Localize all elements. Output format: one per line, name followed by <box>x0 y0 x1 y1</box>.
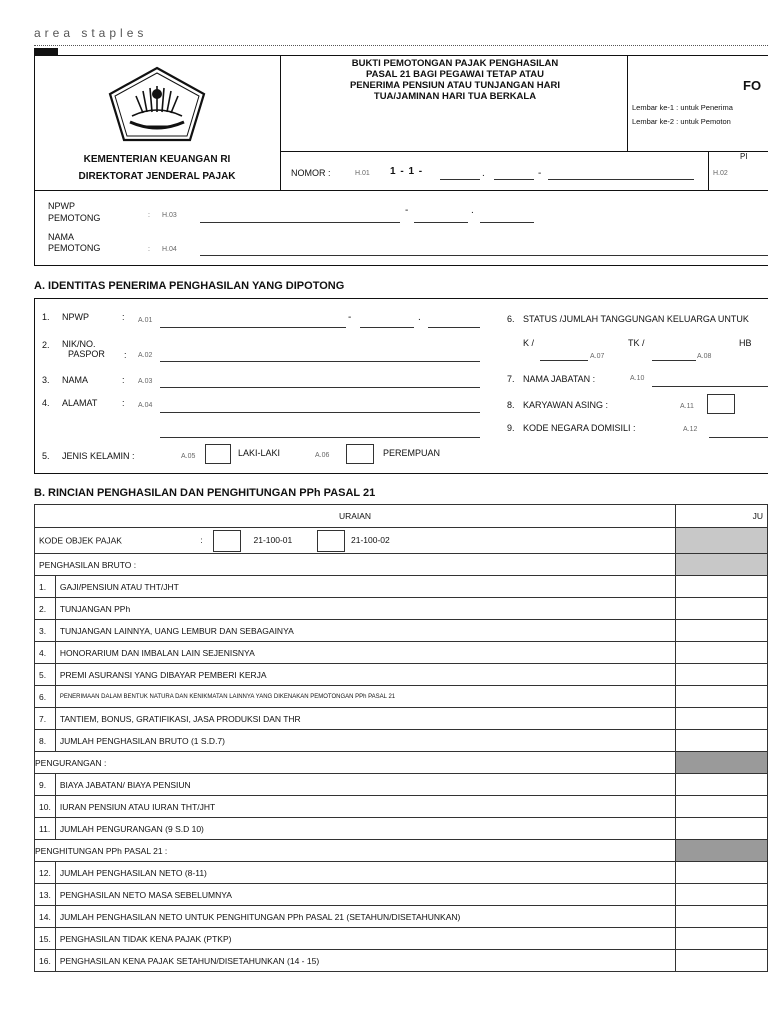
colon: : <box>148 212 150 219</box>
row-label: PREMI ASURANSI YANG DIBAYAR PEMBERI KERJA <box>55 664 675 686</box>
nik-label <box>62 339 105 359</box>
row-no: 4. <box>35 642 56 664</box>
row-no: 15. <box>35 928 56 950</box>
nomor-field-3[interactable] <box>548 179 694 180</box>
npwp-field-3[interactable] <box>428 327 480 328</box>
amount-cell[interactable] <box>676 928 768 950</box>
pengurangan-header: PENGURANGAN : <box>35 752 676 774</box>
table-row <box>35 906 768 928</box>
amount-cell[interactable] <box>676 818 768 840</box>
kode-2-label: 21-100-02 <box>351 534 390 545</box>
amount-cell[interactable] <box>676 796 768 818</box>
row-no: 6. <box>35 686 56 708</box>
field-no: 4. <box>42 398 50 408</box>
row-label: PENERIMAAN DALAM BENTUK NATURA DAN KENIKMATAN LAINNYA YANG DIKENAKAN PEMOTONGAN PPh PASAL 21 <box>55 686 675 708</box>
kode-1-label: 21-100-01 <box>253 534 293 545</box>
row-no: 8. <box>35 730 56 752</box>
title-line: PASAL 21 BAGI PEGAWAI TETAP ATAU <box>365 69 545 80</box>
amount-cell[interactable] <box>676 598 768 620</box>
row-label: JUMLAH PENGHASILAN NETO UNTUK PENGHITUNGAN PPh PASAL 21 (SETAHUN/DISETAHUNKAN) <box>55 906 675 928</box>
dash: - <box>538 168 542 179</box>
hb-label: HB <box>739 338 752 348</box>
amount-cell[interactable] <box>676 576 768 598</box>
nomor-field-2[interactable] <box>494 179 534 180</box>
amount-cell[interactable] <box>676 950 768 972</box>
kode-objek-label: KODE OBJEK PAJAK <box>39 534 122 545</box>
laki-code: A.05 <box>181 453 196 460</box>
table-row <box>35 708 768 730</box>
colon: : <box>148 246 150 253</box>
table-row <box>35 950 768 972</box>
karyawan-asing-checkbox[interactable] <box>707 394 735 414</box>
npwp-pemotong-label <box>48 200 100 224</box>
lembar-1: Lembar ke-1 : untuk Penerima <box>632 103 733 112</box>
row-label: PENGHASILAN TIDAK KENA PAJAK (PTKP) <box>55 928 675 950</box>
ministry-logo <box>104 64 210 144</box>
row-label: PENGHASILAN KENA PAJAK SETAHUN/DISETAHUNKAN (14 - 15) <box>55 950 675 972</box>
row-label: GAJI/PENSIUN ATAU THT/JHT <box>55 576 675 598</box>
row-no: 3. <box>35 620 56 642</box>
row-no: 14. <box>35 906 56 928</box>
row-label: JUMLAH PENGURANGAN (9 S.D 10) <box>55 818 675 840</box>
amount-cell[interactable] <box>676 708 768 730</box>
npwp-pemotong-field-1[interactable] <box>200 222 400 223</box>
row-no: 2. <box>35 598 56 620</box>
table-row <box>35 730 768 752</box>
pph-header: PENGHITUNGAN PPh PASAL 21 : <box>35 840 676 862</box>
row-label: TUNJANGAN PPh <box>55 598 675 620</box>
jabatan-code: A.10 <box>630 375 645 382</box>
nomor-code: H.01 <box>355 170 370 177</box>
negara-label: KODE NEGARA DOMISILI : <box>523 423 636 433</box>
table-row <box>35 664 768 686</box>
k-field[interactable] <box>540 360 588 361</box>
staple-line <box>34 45 768 46</box>
row-label: HONORARIUM DAN IMBALAN LAIN SEJENISNYA <box>55 642 675 664</box>
dash: - <box>405 205 409 216</box>
table-row <box>35 818 768 840</box>
table-row <box>35 620 768 642</box>
table-row <box>35 862 768 884</box>
kode-2-checkbox[interactable] <box>317 530 345 552</box>
perempuan-checkbox[interactable] <box>346 444 374 464</box>
row-label: JUMLAH PENGHASILAN BRUTO (1 S.D.7) <box>55 730 675 752</box>
row-no: 10. <box>35 796 56 818</box>
label-line: PASPOR <box>68 349 105 359</box>
staples-label: area staples <box>34 26 148 40</box>
tk-field[interactable] <box>652 360 696 361</box>
tk-code: A.08 <box>697 353 712 360</box>
npwp-pemotong-field-2[interactable] <box>414 222 468 223</box>
table-row <box>35 928 768 950</box>
field-no: 1. <box>42 312 50 322</box>
perempuan-code: A.06 <box>315 452 330 459</box>
row-label: TANTIEM, BONUS, GRATIFIKASI, JASA PRODUKSI DAN THR <box>55 708 675 730</box>
k-label: K / <box>523 338 535 348</box>
shaded-cell <box>676 528 768 554</box>
row-no: 11. <box>35 818 56 840</box>
row-no: 16. <box>35 950 56 972</box>
row-label: BIAYA JABATAN/ BIAYA PENSIUN <box>55 774 675 796</box>
field-no: 9. <box>507 423 515 433</box>
nama-pemotong-code: H.04 <box>162 246 177 253</box>
nomor-label: NOMOR : <box>291 168 331 178</box>
table-row <box>35 774 768 796</box>
form-title <box>290 58 620 102</box>
nomor-field-1[interactable] <box>440 179 480 180</box>
karyawan-asing-label: KARYAWAN ASING : <box>523 400 609 410</box>
amount-cell[interactable] <box>676 862 768 884</box>
title-line: BUKTI PEMOTONGAN PAJAK PENGHASILAN <box>351 58 559 69</box>
npwp-pemotong-field-3[interactable] <box>480 222 534 223</box>
colon: : <box>200 534 203 545</box>
shaded-cell <box>676 554 768 576</box>
field-no: 8. <box>507 400 515 410</box>
shaded-cell <box>676 752 768 774</box>
row-label: IURAN PENSIUN ATAU IURAN THT/JHT <box>55 796 675 818</box>
table-row <box>35 884 768 906</box>
divider <box>627 55 628 151</box>
npwp-field-1[interactable] <box>160 327 346 328</box>
amount-cell[interactable] <box>676 884 768 906</box>
section-b-title: B. RINCIAN PENGHASILAN DAN PENGHITUNGAN PPh PASAL 21 <box>34 487 376 499</box>
npwp-code: A.01 <box>138 317 153 324</box>
alamat-label: ALAMAT <box>62 398 98 408</box>
nik-field[interactable] <box>160 361 480 362</box>
label-line: NAMA <box>48 232 75 242</box>
agency-line-1: KEMENTERIAN KEUANGAN RI <box>83 154 231 165</box>
nama-code: A.03 <box>138 378 153 385</box>
karyawan-asing-code: A.11 <box>680 403 694 410</box>
alamat-field-1[interactable] <box>160 412 480 413</box>
lembar-info <box>632 101 733 129</box>
row-no: 1. <box>35 576 56 598</box>
field-no: 7. <box>507 374 515 384</box>
perempuan-label: PEREMPUAN <box>383 448 441 458</box>
title-line: TUA/JAMINAN HARI TUA BERKALA <box>373 91 537 102</box>
row-no: 5. <box>35 664 56 686</box>
status-label: STATUS /JUMLAH TANGGUNGAN KELUARGA UNTUK <box>523 314 749 324</box>
table-row <box>35 796 768 818</box>
row-no: 7. <box>35 708 56 730</box>
divider <box>280 151 768 152</box>
amount-cell[interactable] <box>676 686 768 708</box>
nik-code: A.02 <box>138 352 153 359</box>
field-no: 2. <box>42 340 50 350</box>
nama-pemotong-field[interactable] <box>200 255 768 256</box>
nama-label: NAMA <box>62 375 89 385</box>
label-line: PEMOTONG <box>48 213 101 223</box>
kode-1-checkbox[interactable] <box>213 530 241 552</box>
negara-field[interactable] <box>709 437 768 438</box>
dot: . <box>471 205 474 216</box>
amount-cell[interactable] <box>676 774 768 796</box>
label-line: NPWP <box>48 201 75 211</box>
row-no: 13. <box>35 884 56 906</box>
divider <box>280 55 281 191</box>
laki-laki-checkbox[interactable] <box>205 444 231 464</box>
colon: : <box>122 312 125 322</box>
alamat-code: A.04 <box>138 402 153 409</box>
rincian-table <box>34 504 768 972</box>
row-label: PENGHASILAN NETO MASA SEBELUMNYA <box>55 884 675 906</box>
nomor-code-2: H.02 <box>713 170 728 177</box>
row-label: TUNJANGAN LAINNYA, UANG LEMBUR DAN SEBAGAINYA <box>55 620 675 642</box>
table-row <box>35 686 768 708</box>
label-line: NIK/NO. <box>62 339 96 349</box>
shaded-cell <box>676 840 768 862</box>
table-row <box>35 598 768 620</box>
row-label: JUMLAH PENGHASILAN NETO (8-11) <box>55 862 675 884</box>
agency-name <box>34 151 280 185</box>
bruto-header: PENGHASILAN BRUTO : <box>35 554 676 576</box>
field-no: 5. <box>42 451 50 461</box>
dash: - <box>348 312 352 323</box>
nama-pemotong-label <box>48 232 100 254</box>
dot: . <box>482 168 485 179</box>
title-line: PENERIMA PENSIUN ATAU TUNJANGAN HARI <box>349 80 561 91</box>
laki-laki-label: LAKI-LAKI <box>238 448 281 458</box>
table-row <box>35 642 768 664</box>
colon: : <box>122 398 125 408</box>
npwp-field-2[interactable] <box>360 327 414 328</box>
form-code: FO <box>743 78 762 93</box>
amount-cell[interactable] <box>676 730 768 752</box>
agency-line-2: DIREKTORAT JENDERAL PAJAK <box>78 171 236 182</box>
tk-label: TK / <box>628 338 645 348</box>
nomor-right: PI <box>740 152 748 161</box>
label-line: PEMOTONG <box>48 243 101 253</box>
dot: . <box>418 312 421 323</box>
row-no: 9. <box>35 774 56 796</box>
field-no: 3. <box>42 375 50 385</box>
field-no: 6. <box>507 314 515 324</box>
alamat-field-2[interactable] <box>160 437 480 438</box>
row-no: 12. <box>35 862 56 884</box>
colon: : <box>124 350 127 360</box>
divider <box>708 151 709 191</box>
amount-cell[interactable] <box>676 906 768 928</box>
npwp-label: NPWP <box>62 312 89 322</box>
col-uraian-header: URAIAN <box>35 505 676 528</box>
table-row <box>35 576 768 598</box>
lembar-2: Lembar ke-2 : untuk Pemoton <box>632 117 731 126</box>
amount-cell[interactable] <box>676 664 768 686</box>
jenis-kelamin-label: JENIS KELAMIN : <box>62 451 135 461</box>
section-a-title: A. IDENTITAS PENERIMA PENGHASILAN YANG DIPOTONG <box>34 280 345 292</box>
npwp-pemotong-code: H.03 <box>162 212 177 219</box>
jabatan-field[interactable] <box>652 386 768 387</box>
jabatan-label: NAMA JABATAN : <box>523 374 596 384</box>
col-jumlah-header: JU <box>676 505 768 528</box>
amount-cell[interactable] <box>676 620 768 642</box>
nomor-prefix: 1 - 1 - <box>390 166 424 177</box>
negara-code: A.12 <box>683 426 698 433</box>
nama-field[interactable] <box>160 387 480 388</box>
colon: : <box>122 375 125 385</box>
k-code: A.07 <box>590 353 605 360</box>
kode-objek-row <box>35 528 676 554</box>
amount-cell[interactable] <box>676 642 768 664</box>
